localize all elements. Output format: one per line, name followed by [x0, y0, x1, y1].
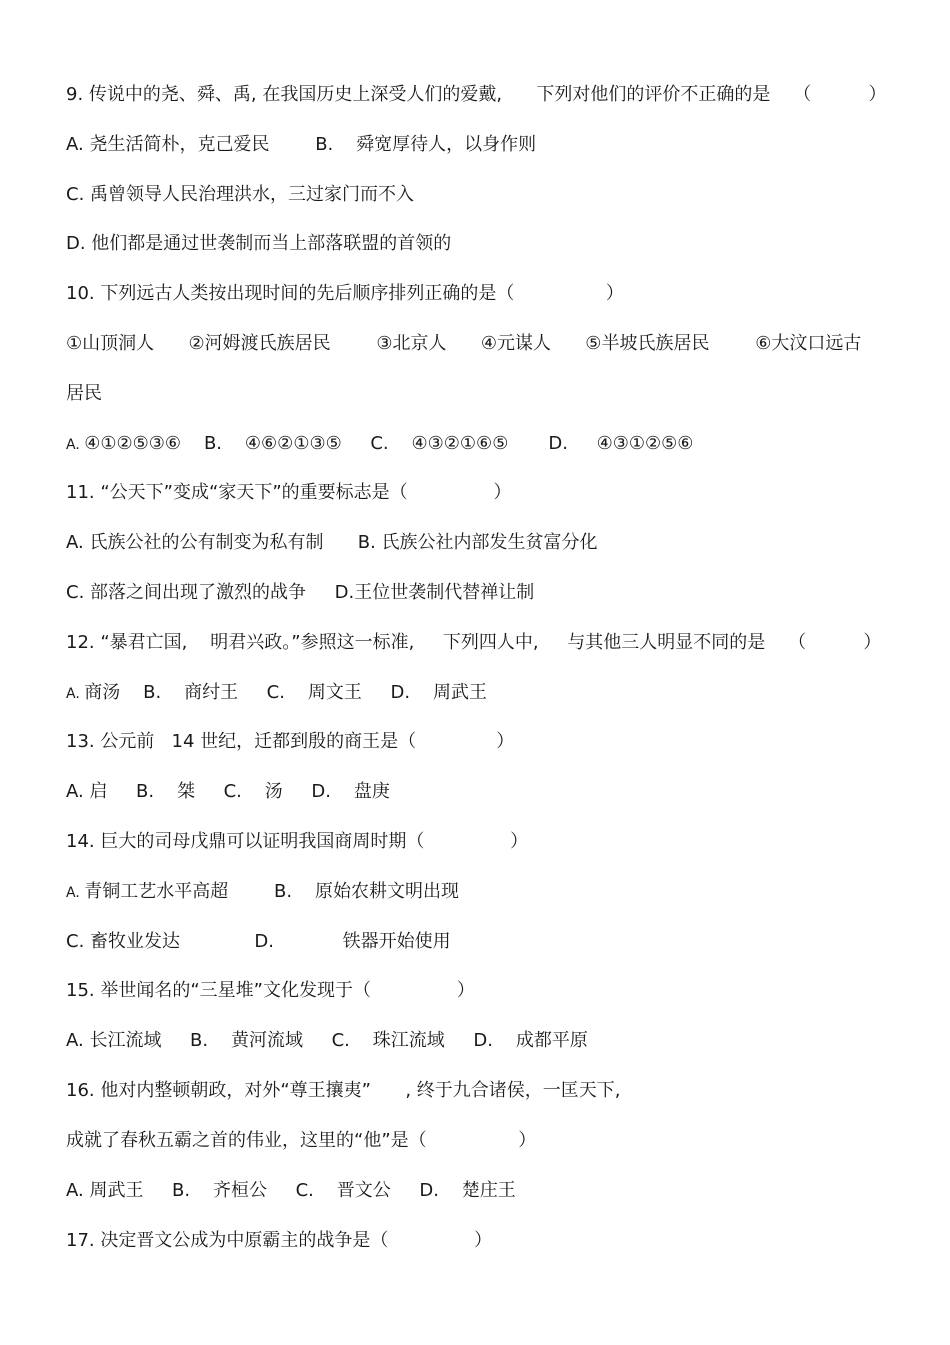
question-17-stem: 17. 决定晋文公成为中原霸主的战争是（ ）: [66, 1230, 493, 1251]
option-a-text: 商汤: [84, 682, 121, 703]
options-bcd: B. 商纣王 C. 周文王 D. 周武王: [120, 682, 487, 703]
question-11-options-cd: C. 部落之间出现了激烈的战争 D.王位世袭制代替禅让制: [66, 582, 535, 603]
question-12-options: [66, 678, 487, 708]
option-a-text: 青铜工艺水平高超: [84, 881, 229, 902]
option-a-label: A.: [66, 686, 85, 702]
question-13-stem: 13. 公元前 14 世纪，迁都到殷的商王是（ ）: [66, 731, 515, 752]
question-14-options-cd: C. 畜牧业发达 D. 铁器开始使用: [66, 931, 451, 952]
option-a-label: A.: [66, 885, 85, 901]
question-9-stem: 9. 传说中的尧、舜、禹, 在我国历史上深受人们的爱戴, 下列对他们的评价不正确的是 （ ）: [66, 84, 887, 105]
options-bcd: B. ④⑥②①③⑤ C. ④③②①⑥⑤ D. ④③①②⑤⑥: [181, 433, 694, 454]
question-15-stem: 15. 举世闻名的“三星堆”文化发现于（ ）: [66, 980, 475, 1001]
option-a-text: ④①②⑤③⑥: [84, 433, 182, 454]
question-10-options: [66, 429, 693, 459]
question-14-stem: 14. 巨大的司母戊鼎可以证明我国商周时期（ ）: [66, 831, 529, 852]
question-9-option-c: C. 禹曾领导人民治理洪水，三过家门而不入: [66, 184, 415, 205]
question-13-options: A. 启 B. 桀 C. 汤 D. 盘庚: [66, 781, 390, 802]
question-16-stem-continued: 成就了春秋五霸之首的伟业，这里的“他”是（ ）: [66, 1130, 537, 1151]
question-15-options: A. 长江流域 B. 黄河流域 C. 珠江流域 D. 成都平原: [66, 1030, 588, 1051]
question-10-items: ①山顶洞人 ②河姆渡氏族居民 ③北京人 ④元谋人 ⑤半坡氏族居民 ⑥大汶口远古: [66, 333, 862, 354]
question-10-items-continued: 居民: [66, 383, 102, 404]
question-10-stem: 10. 下列远古人类按出现时间的先后顺序排列正确的是（ ）: [66, 283, 624, 304]
question-11-options-ab: A. 氏族公社的公有制变为私有制 B. 氏族公社内部发生贫富分化: [66, 532, 598, 553]
question-9-option-d: D. 他们都是通过世袭制而当上部落联盟的首领的: [66, 233, 452, 254]
question-16-options: A. 周武王 B. 齐桓公 C. 晋文公 D. 楚庄王: [66, 1180, 516, 1201]
question-14-options-ab: [66, 877, 459, 907]
question-16-stem: 16. 他对内整顿朝政，对外“尊王攘夷” , 终于九合诸侯，一匡天下,: [66, 1080, 621, 1101]
option-b-text: B. 原始农耕文明出现: [228, 881, 459, 902]
option-a-label: A.: [66, 437, 85, 453]
question-12-stem: 12. “暴君亡国, 明君兴政。”参照这一标准, 下列四人中, 与其他三人明显不同的是 （ ）: [66, 632, 882, 653]
question-9-options-ab: A. 尧生活简朴，克己爱民 B. 舜宽厚待人，以身作则: [66, 134, 537, 155]
question-11-stem: 11. “公天下”变成“家天下”的重要标志是（ ）: [66, 482, 512, 503]
